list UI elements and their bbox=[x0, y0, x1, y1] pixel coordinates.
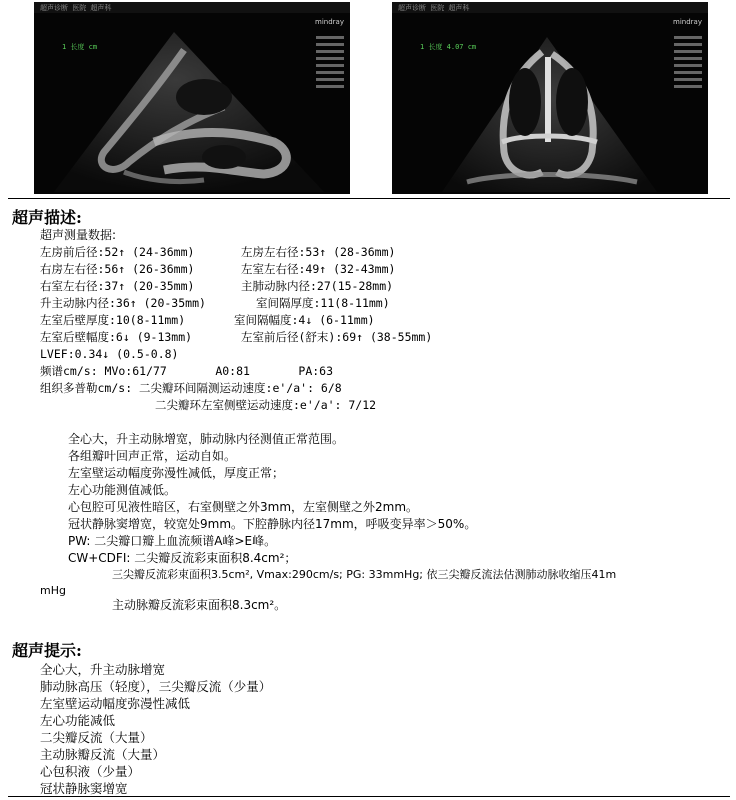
finding-7: PW: 二尖瓣口瓣上血流频谱A峰>E峰。 bbox=[68, 534, 277, 548]
measure-row-1-left: 左房前后径:52↑ (24-36mm) bbox=[40, 245, 195, 259]
finding-3: 左室壁运动幅度弥漫性减低，厚度正常； bbox=[68, 466, 285, 480]
conclusion-item-4: 左心功能减低 bbox=[40, 713, 116, 728]
conclusion-title: 超声提示: bbox=[12, 641, 82, 660]
divider bbox=[8, 198, 730, 199]
ultrasound-image-1 bbox=[34, 2, 350, 194]
image-header: 超声诊断 医院 超声科 bbox=[398, 4, 470, 12]
echo-sector-a4c bbox=[392, 2, 708, 194]
brand-logo: mindray bbox=[315, 18, 344, 26]
image-header: 超声诊断 医院 超声科 bbox=[40, 4, 112, 12]
tissue-doppler-2: 二尖瓣环左室侧壁运动速度:e'/a': 7/12 bbox=[155, 398, 377, 412]
measure-row-6-left: 左室后壁幅度:6↓ (9-13mm) bbox=[40, 330, 193, 344]
finding-5: 心包腔可见液性暗区，右室侧壁之外3mm，左室侧壁之外2mm。 bbox=[68, 500, 419, 514]
finding-1: 全心大，升主动脉增宽，肺动脉内径测值正常范围。 bbox=[68, 432, 345, 446]
measure-row-5-left: 左室后壁厚度:10(8-11mm) bbox=[40, 313, 186, 327]
conclusion-item-8: 冠状静脉窦增宽 bbox=[40, 781, 128, 796]
measurement-readout: 1 长度 cm bbox=[62, 43, 98, 51]
measure-row-4-left: 升主动脉内径:36↑ (20-35mm) bbox=[40, 296, 206, 310]
spectrum: 频谱cm/s: MVo:61/77 A0:81 PA:63 bbox=[40, 364, 334, 378]
measure-row-2-right: 左室左右径:49↑ (32-43mm) bbox=[241, 262, 396, 276]
tr-line-wrap: mHg bbox=[40, 584, 66, 597]
measure-row-4-right: 室间隔厚度:11(8-11mm) bbox=[256, 296, 390, 310]
finding-8: CW+CDFI: 二尖瓣反流彩束面积8.4cm²； bbox=[68, 551, 297, 565]
measure-row-5-right: 室间隔幅度:4↓ (6-11mm) bbox=[234, 313, 375, 327]
finding-4: 左心功能测值减低。 bbox=[68, 483, 177, 497]
measurement-readout: 1 长度 4.07 cm bbox=[420, 43, 477, 51]
conclusion-item-7: 心包积液（少量） bbox=[40, 764, 141, 779]
measure-row-1-right: 左房左右径:53↑ (28-36mm) bbox=[241, 245, 396, 259]
measure-row-3-right: 主肺动脉内径:27(15-28mm) bbox=[241, 279, 394, 293]
tr-line: 三尖瓣反流彩束面积3.5cm², Vmax:290cm/s; PG: 33mmHg; 依三尖瓣反流法估测肺动脉收缩压41m bbox=[112, 568, 617, 581]
measure-row-6-right: 左室前后径(舒末):69↑ (38-55mm) bbox=[241, 330, 433, 344]
brand-logo: mindray bbox=[673, 18, 702, 26]
tissue-doppler-1: 组织多普勒cm/s: 二尖瓣环间隔测运动速度:e'/a': 6/8 bbox=[40, 381, 342, 395]
ultrasound-image-2 bbox=[392, 2, 708, 194]
echo-sector-plax bbox=[34, 2, 350, 194]
conclusion-item-6: 主动脉瓣反流（大量） bbox=[40, 747, 166, 762]
finding-6: 冠状静脉窦增宽，较宽处9mm。下腔静脉内径17mm，呼吸变异率＞50%。 bbox=[68, 517, 477, 531]
bottom-rule bbox=[8, 796, 730, 797]
conclusion-item-5: 二尖瓣反流（大量） bbox=[40, 730, 153, 745]
conclusion-item-3: 左室壁运动幅度弥漫性减低 bbox=[40, 696, 191, 711]
finding-2: 各组瓣叶回声正常，运动自如。 bbox=[68, 449, 237, 463]
conclusion-item-2: 肺动脉高压（轻度），三尖瓣反流（少量） bbox=[40, 679, 272, 694]
description-title: 超声描述: bbox=[12, 208, 82, 227]
conclusion-item-1: 全心大，升主动脉增宽 bbox=[40, 662, 166, 677]
measure-row-3-left: 右室左右径:37↑ (20-35mm) bbox=[40, 279, 195, 293]
measure-row-2-left: 右房左右径:56↑ (26-36mm) bbox=[40, 262, 195, 276]
measure-heading: 超声测量数据: bbox=[40, 228, 117, 242]
ar-line: 主动脉瓣反流彩束面积8.3cm²。 bbox=[112, 598, 287, 612]
lvef: LVEF:0.34↓ (0.5-0.8) bbox=[40, 347, 179, 361]
